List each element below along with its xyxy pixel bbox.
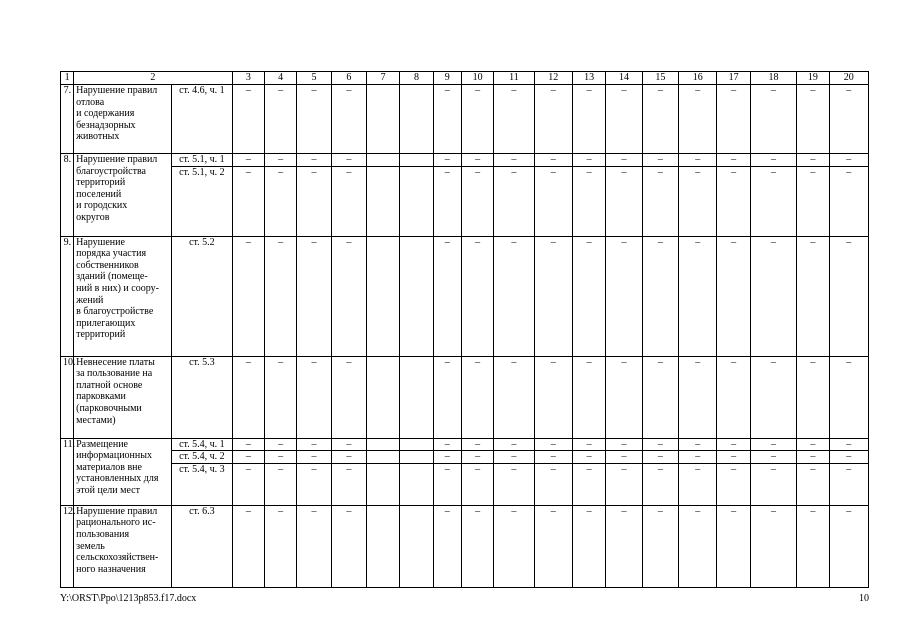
value-cell: – [232,166,264,236]
value-cell: – [797,451,829,464]
value-cell: – [797,356,829,438]
value-cell: – [829,438,869,451]
value-cell: – [717,438,750,451]
value-cell: – [679,438,717,451]
value-cell: – [797,166,829,236]
value-cell: – [331,438,366,451]
value-cell: – [642,166,678,236]
value-cell: – [642,463,678,505]
violation-name-line: информационных [76,450,152,462]
value-cell: – [433,463,461,505]
value-cell: – [461,356,493,438]
value-cell: – [433,85,461,154]
value-cell: – [494,236,534,356]
value-cell: – [606,438,642,451]
header-cell: 7 [366,72,399,85]
value-cell: – [717,463,750,505]
value-cell: – [494,154,534,167]
value-cell: – [717,85,750,154]
violation-name-line: отлова [76,96,105,108]
violation-name-line: ний в них) и соору- [76,282,159,294]
value-cell: – [331,85,366,154]
header-cell: 2 [74,72,233,85]
value-cell [400,154,433,167]
value-cell [366,438,399,451]
violation-name-line: за пользование на [76,368,153,380]
violation-name-line: Размещение [76,438,128,450]
violation-name-line: ного назначения [76,563,146,575]
value-cell: – [534,438,572,451]
header-cell: 15 [642,72,678,85]
violation-name-line: и содержания [76,108,135,120]
violation-name-line: местами) [76,414,116,426]
value-cell: – [461,438,493,451]
value-cell: – [642,451,678,464]
value-cell: – [572,154,605,167]
header-cell: 11 [494,72,534,85]
violation-name-line: и городских [76,200,128,212]
value-cell: – [642,438,678,451]
value-cell: – [331,451,366,464]
violation-name-line: Нарушение правил [76,85,158,96]
value-cell: – [679,451,717,464]
value-cell: – [572,166,605,236]
header-cell: 3 [232,72,264,85]
value-cell: – [494,85,534,154]
value-cell: – [750,505,796,587]
violation-name-line: зданий (помеще- [76,271,148,283]
violation-name [74,85,172,154]
header-cell: 5 [297,72,331,85]
violation-name-line: жений [76,294,104,306]
table-row [61,85,869,154]
violation-name-line: Нарушение правил [76,505,158,517]
value-cell: – [750,356,796,438]
header-cell: 14 [606,72,642,85]
value-cell: – [797,85,829,154]
value-cell: – [534,236,572,356]
article-ref: ст. 6.3 [172,505,233,587]
value-cell: – [494,166,534,236]
value-cell: – [331,166,366,236]
table-row [61,166,869,236]
value-cell: – [679,154,717,167]
value-cell: – [679,463,717,505]
violation-name-line: рационального ис- [76,517,156,529]
value-cell: – [297,154,331,167]
violation-name-line: поселений [76,188,122,200]
violation-name-line: прилегающих [76,317,136,329]
value-cell: – [679,505,717,587]
value-cell: – [750,154,796,167]
value-cell: – [642,154,678,167]
table-row [61,463,869,505]
value-cell: – [679,236,717,356]
value-cell [366,451,399,464]
table-row [61,438,869,451]
header-cell: 19 [797,72,829,85]
value-cell: – [433,451,461,464]
value-cell [400,463,433,505]
row-number: 10. [61,356,74,438]
value-cell: – [265,438,297,451]
value-cell: – [642,85,678,154]
violation-name-line: в благоустройстве [76,306,154,318]
value-cell: – [433,356,461,438]
value-cell [400,451,433,464]
value-cell: – [265,451,297,464]
value-cell: – [232,451,264,464]
value-cell: – [461,85,493,154]
header-cell: 17 [717,72,750,85]
violation-name [74,356,172,438]
value-cell: – [606,451,642,464]
violation-name-line: порядка участия [76,248,147,260]
data-table [60,71,869,588]
value-cell: – [572,236,605,356]
value-cell: – [433,154,461,167]
table-row [61,236,869,356]
value-cell: – [232,463,264,505]
value-cell: – [679,166,717,236]
value-cell: – [331,154,366,167]
value-cell: – [572,438,605,451]
header-cell: 16 [679,72,717,85]
value-cell: – [461,166,493,236]
value-cell: – [331,463,366,505]
value-cell: – [494,451,534,464]
value-cell: – [717,356,750,438]
violation-name-line: этой цели мест [76,484,140,496]
value-cell: – [717,166,750,236]
value-cell: – [829,451,869,464]
value-cell: – [797,505,829,587]
violation-name-line: благоустройства [76,165,146,177]
violation-name-line: платной основе [76,379,143,391]
value-cell: – [232,438,264,451]
row-number: 9. [61,236,74,356]
violation-name-line: (парковочными [76,402,142,414]
value-cell [366,166,399,236]
value-cell [366,463,399,505]
value-cell: – [297,505,331,587]
violation-name-line: округов [76,211,110,223]
header-cell: 9 [433,72,461,85]
value-cell: – [829,236,869,356]
value-cell: – [297,463,331,505]
header-cell: 4 [265,72,297,85]
value-cell: – [797,236,829,356]
value-cell: – [642,236,678,356]
value-cell: – [297,451,331,464]
article-ref: ст. 5.2 [172,236,233,356]
value-cell: – [433,505,461,587]
value-cell: – [750,166,796,236]
value-cell: – [717,154,750,167]
value-cell: – [750,463,796,505]
violation-name [74,438,172,505]
header-cell: 6 [331,72,366,85]
value-cell: – [606,154,642,167]
violation-name-line: установленных для [76,473,159,485]
value-cell: – [265,236,297,356]
value-cell: – [461,154,493,167]
value-cell: – [642,505,678,587]
header-cell: 18 [750,72,796,85]
row-number: 12. [61,505,74,587]
value-cell: – [829,154,869,167]
value-cell: – [265,505,297,587]
value-cell [400,236,433,356]
value-cell: – [494,438,534,451]
table-row [61,505,869,587]
table-row [61,451,869,464]
article-ref: ст. 5.4, ч. 1 [172,438,233,451]
value-cell: – [750,451,796,464]
violation-name-line: безнадзорных [76,119,136,131]
violation-name-line: материалов вне [76,461,142,473]
value-cell: – [829,356,869,438]
value-cell: – [572,505,605,587]
value-cell: – [679,356,717,438]
value-cell: – [494,505,534,587]
value-cell: – [829,166,869,236]
row-number: 11. [61,438,74,505]
page-number: 10 [859,593,869,604]
value-cell: – [606,463,642,505]
value-cell [366,356,399,438]
value-cell: – [606,236,642,356]
value-cell: – [461,505,493,587]
value-cell: – [461,463,493,505]
violation-name [74,505,172,587]
value-cell [400,505,433,587]
value-cell: – [534,451,572,464]
value-cell [366,236,399,356]
value-cell: – [461,451,493,464]
value-cell: – [606,85,642,154]
value-cell: – [750,438,796,451]
value-cell: – [494,356,534,438]
value-cell [366,505,399,587]
value-cell: – [265,166,297,236]
violation-name-line: территорий [76,329,126,341]
violation-name [74,154,172,237]
value-cell: – [572,463,605,505]
file-path: Y:\ORST\Ppo\1213p853.f17.docx [60,593,197,604]
value-cell: – [717,236,750,356]
value-cell: – [494,463,534,505]
value-cell: – [297,236,331,356]
value-cell: – [331,505,366,587]
header-cell: 20 [829,72,869,85]
value-cell [366,154,399,167]
value-cell: – [232,154,264,167]
value-cell: – [829,505,869,587]
value-cell: – [829,463,869,505]
value-cell: – [829,85,869,154]
value-cell [400,438,433,451]
value-cell: – [534,154,572,167]
violation-name-line: сельскохозяйствен- [76,552,159,564]
value-cell: – [797,463,829,505]
value-cell: – [750,236,796,356]
value-cell: – [297,438,331,451]
value-cell: – [265,85,297,154]
value-cell: – [572,85,605,154]
article-ref: ст. 5.1, ч. 2 [172,166,233,236]
value-cell: – [717,451,750,464]
table-row [61,154,869,167]
violation-name-line: территорий [76,177,126,189]
value-cell: – [534,356,572,438]
value-cell: – [232,85,264,154]
value-cell: – [606,505,642,587]
value-cell: – [606,166,642,236]
header-cell: 12 [534,72,572,85]
value-cell [400,166,433,236]
header-cell: 13 [572,72,605,85]
value-cell [400,85,433,154]
value-cell: – [433,236,461,356]
value-cell: – [534,505,572,587]
violation-name-line: земель [76,540,105,552]
value-cell: – [642,356,678,438]
value-cell: – [265,463,297,505]
violation-name [74,236,172,356]
violation-name-line: Нарушение [76,236,125,248]
article-ref: ст. 5.4, ч. 2 [172,451,233,464]
row-number: 7. [61,85,74,154]
value-cell: – [572,356,605,438]
value-cell: – [534,166,572,236]
violation-name-line: Нарушение правил [76,154,158,165]
header-row [61,72,869,85]
header-cell: 8 [400,72,433,85]
value-cell: – [797,438,829,451]
value-cell: – [265,356,297,438]
value-cell: – [717,505,750,587]
value-cell: – [797,154,829,167]
value-cell: – [232,505,264,587]
value-cell: – [232,236,264,356]
row-number: 8. [61,154,74,237]
value-cell: – [297,166,331,236]
value-cell: – [461,236,493,356]
value-cell: – [297,85,331,154]
value-cell [366,85,399,154]
value-cell: – [433,166,461,236]
value-cell: – [534,85,572,154]
value-cell [400,356,433,438]
value-cell: – [433,438,461,451]
value-cell: – [297,356,331,438]
value-cell: – [331,356,366,438]
article-ref: ст. 5.1, ч. 1 [172,154,233,167]
violation-name-line: собственников [76,259,139,271]
value-cell: – [750,85,796,154]
article-ref: ст. 4.6, ч. 1 [172,85,233,154]
violation-name-line: пользования [76,528,130,540]
value-cell: – [606,356,642,438]
article-ref: ст. 5.4, ч. 3 [172,463,233,505]
value-cell: – [572,451,605,464]
table-row [61,356,869,438]
value-cell: – [331,236,366,356]
violation-name-line: Невнесение платы [76,356,155,368]
article-ref: ст. 5.3 [172,356,233,438]
header-cell: 1 [61,72,74,85]
value-cell: – [232,356,264,438]
violation-name-line: парковками [76,391,126,403]
value-cell: – [534,463,572,505]
value-cell: – [679,85,717,154]
value-cell: – [265,154,297,167]
header-cell: 10 [461,72,493,85]
violation-name-line: животных [76,131,120,143]
